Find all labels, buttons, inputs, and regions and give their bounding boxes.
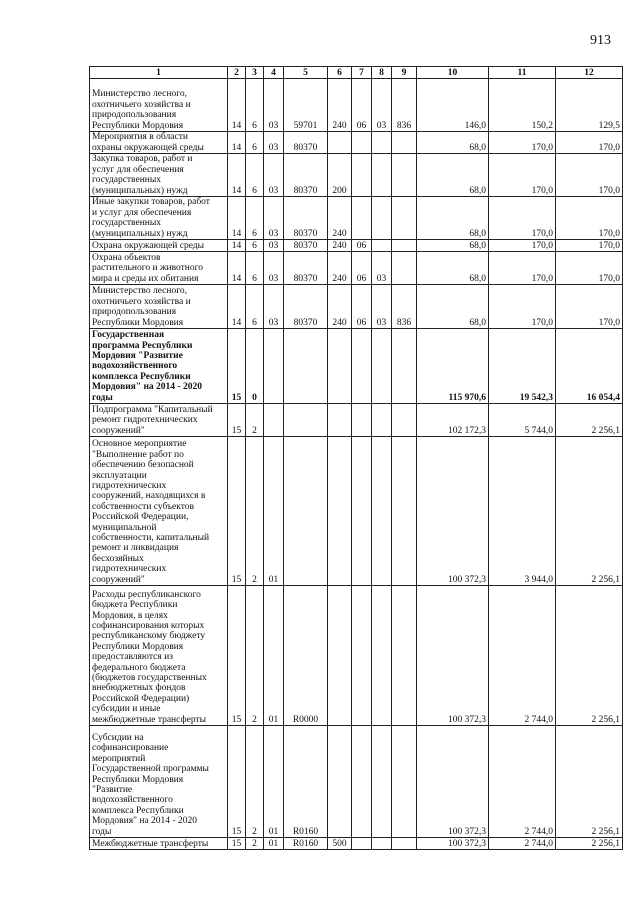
row-description: Расходы республиканского бюджета Республики Мордовия, в целях софинансирования которых республиканскому бюджету Республики Мордовия предоставляются из федерального бюджета (бюджетов государственных внебюджетных фондов Российской Федерации) субсидии и иные межбюджетные трансферты: [90, 586, 228, 726]
amount-col-12: 2 256,1: [556, 586, 623, 726]
row-description: Субсидии на софинансирование мероприятий Государственной программы Республики Мордовия "Развитие водохозяйственного комплекса Республики Мордовия" на 2014 - 2020 годы: [90, 726, 228, 838]
code-program: 03: [264, 79, 284, 132]
code-subsection: 2: [246, 586, 264, 726]
column-header: 8: [372, 67, 392, 79]
code-program: 03: [264, 252, 284, 285]
amount-col-10: 102 172,3: [417, 404, 489, 437]
code-target: R0160: [284, 726, 328, 838]
amount-col-11: 170,0: [489, 154, 556, 197]
code-7: [352, 404, 372, 437]
code-subsection: 6: [246, 252, 264, 285]
code-expense-type: 200: [328, 154, 352, 197]
code-expense-type: 240: [328, 252, 352, 285]
table-body: [90, 79, 623, 850]
code-section: 15: [228, 437, 246, 586]
code-expense-type: [328, 132, 352, 154]
amount-col-12: 2 256,1: [556, 437, 623, 586]
amount-col-11: 3 944,0: [489, 437, 556, 586]
code-subsection: 0: [246, 329, 264, 404]
code-subsection: 6: [246, 132, 264, 154]
code-expense-type: [328, 726, 352, 838]
code-subsection: 6: [246, 79, 264, 132]
amount-col-10: 100 372,3: [417, 726, 489, 838]
code-expense-type: [328, 329, 352, 404]
amount-col-11: 170,0: [489, 240, 556, 252]
code-8: 03: [372, 79, 392, 132]
page-number: 913: [590, 33, 611, 48]
code-target: [284, 404, 328, 437]
table-row: [90, 404, 623, 437]
amount-col-10: 100 372,3: [417, 838, 489, 850]
table-row: [90, 437, 623, 586]
amount-col-11: 2 744,0: [489, 838, 556, 850]
amount-col-11: 170,0: [489, 197, 556, 240]
code-expense-type: 240: [328, 197, 352, 240]
code-7: [352, 197, 372, 240]
code-8: [372, 154, 392, 197]
amount-col-12: 129,5: [556, 79, 623, 132]
table-row: [90, 838, 623, 850]
code-program: 03: [264, 132, 284, 154]
code-target: R0000: [284, 586, 328, 726]
code-program: 03: [264, 285, 284, 329]
table-row: [90, 285, 623, 329]
code-7: 06: [352, 240, 372, 252]
code-9: [392, 437, 417, 586]
amount-col-10: 100 372,3: [417, 586, 489, 726]
column-header: 2: [228, 67, 246, 79]
column-header: 9: [392, 67, 417, 79]
code-7: [352, 437, 372, 586]
code-target: 80370: [284, 132, 328, 154]
code-target: R0160: [284, 838, 328, 850]
amount-col-12: 2 256,1: [556, 404, 623, 437]
code-7: [352, 132, 372, 154]
amount-col-10: 115 970,6: [417, 329, 489, 404]
code-section: 14: [228, 252, 246, 285]
code-program: 01: [264, 437, 284, 586]
code-9: [392, 726, 417, 838]
row-description: Основное мероприятие "Выполнение работ по обеспечению безопасной эксплуатации гидротехнических сооружений, находящихся в собственности субъектов Российской Федерации, муниципальной собственности, капитальный ремонт и ликвидация бесхозяйных гидротехнических сооружений": [90, 437, 228, 586]
code-9: [392, 197, 417, 240]
table-row: [90, 79, 623, 132]
code-9: 836: [392, 285, 417, 329]
code-9: [392, 154, 417, 197]
code-8: 03: [372, 285, 392, 329]
row-description: Иные закупки товаров, работ и услуг для обеспечения государственных (муниципальных) нужд: [90, 197, 228, 240]
table-row: [90, 329, 623, 404]
code-9: [392, 132, 417, 154]
code-7: 06: [352, 252, 372, 285]
code-subsection: 2: [246, 726, 264, 838]
code-program: 01: [264, 838, 284, 850]
code-program: 03: [264, 240, 284, 252]
code-8: [372, 586, 392, 726]
code-program: 03: [264, 197, 284, 240]
table-row: [90, 252, 623, 285]
table-row: [90, 240, 623, 252]
code-section: 14: [228, 197, 246, 240]
amount-col-11: 170,0: [489, 132, 556, 154]
code-program: 03: [264, 154, 284, 197]
amount-col-12: 2 256,1: [556, 838, 623, 850]
code-8: [372, 240, 392, 252]
code-8: [372, 437, 392, 586]
amount-col-10: 68,0: [417, 154, 489, 197]
code-section: 15: [228, 838, 246, 850]
code-expense-type: 240: [328, 240, 352, 252]
row-description: Закупка товаров, работ и услуг для обеспечения государственных (муниципальных) нужд: [90, 154, 228, 197]
column-header: 1: [90, 67, 228, 79]
amount-col-12: 170,0: [556, 132, 623, 154]
amount-col-11: 2 744,0: [489, 726, 556, 838]
code-7: 06: [352, 79, 372, 132]
code-subsection: 6: [246, 154, 264, 197]
amount-col-12: 170,0: [556, 285, 623, 329]
row-description: Мероприятия в области охраны окружающей среды: [90, 132, 228, 154]
column-header: 3: [246, 67, 264, 79]
code-expense-type: [328, 586, 352, 726]
amount-col-11: 170,0: [489, 285, 556, 329]
amount-col-10: 68,0: [417, 252, 489, 285]
amount-col-11: 5 744,0: [489, 404, 556, 437]
code-section: 15: [228, 586, 246, 726]
amount-col-10: 68,0: [417, 240, 489, 252]
amount-col-12: 170,0: [556, 252, 623, 285]
code-target: 59701: [284, 79, 328, 132]
code-subsection: 2: [246, 838, 264, 850]
code-section: 14: [228, 132, 246, 154]
code-9: [392, 329, 417, 404]
code-target: 80370: [284, 285, 328, 329]
table-row: [90, 726, 623, 838]
code-7: 06: [352, 285, 372, 329]
row-description: Охрана объектов растительного и животного мира и среды их обитания: [90, 252, 228, 285]
code-8: [372, 726, 392, 838]
code-program: 01: [264, 726, 284, 838]
amount-col-11: 170,0: [489, 252, 556, 285]
amount-col-12: 170,0: [556, 154, 623, 197]
code-9: [392, 586, 417, 726]
row-description: Государственная программа Республики Мордовия "Развитие водохозяйственного комплекса Республики Мордовия" на 2014 - 2020 годы: [90, 329, 228, 404]
table-row: [90, 154, 623, 197]
code-9: 836: [392, 79, 417, 132]
amount-col-11: 19 542,3: [489, 329, 556, 404]
amount-col-10: 146,0: [417, 79, 489, 132]
table-row: [90, 132, 623, 154]
code-target: [284, 437, 328, 586]
row-description: Охрана окружающей среды: [90, 240, 228, 252]
code-8: [372, 329, 392, 404]
code-expense-type: [328, 437, 352, 586]
code-7: [352, 726, 372, 838]
code-subsection: 6: [246, 240, 264, 252]
code-target: 80370: [284, 154, 328, 197]
code-8: [372, 132, 392, 154]
code-expense-type: 500: [328, 838, 352, 850]
code-expense-type: 240: [328, 285, 352, 329]
code-target: 80370: [284, 252, 328, 285]
column-header: 5: [284, 67, 328, 79]
code-9: [392, 838, 417, 850]
amount-col-10: 68,0: [417, 197, 489, 240]
column-header: 10: [417, 67, 489, 79]
amount-col-12: 2 256,1: [556, 726, 623, 838]
code-section: 14: [228, 79, 246, 132]
code-program: [264, 404, 284, 437]
code-8: [372, 404, 392, 437]
code-section: 15: [228, 329, 246, 404]
amount-col-10: 68,0: [417, 285, 489, 329]
code-subsection: 2: [246, 437, 264, 586]
amount-col-12: 16 054,4: [556, 329, 623, 404]
row-description: Межбюджетные трансферты: [90, 838, 228, 850]
code-section: 14: [228, 154, 246, 197]
code-subsection: 6: [246, 197, 264, 240]
code-7: [352, 329, 372, 404]
code-7: [352, 586, 372, 726]
row-description: Министерство лесного, охотничьего хозяйства и природопользования Республики Мордовия: [90, 79, 228, 132]
code-expense-type: 240: [328, 79, 352, 132]
amount-col-10: 68,0: [417, 132, 489, 154]
budget-table: [89, 66, 623, 850]
amount-col-10: 100 372,3: [417, 437, 489, 586]
amount-col-12: 170,0: [556, 240, 623, 252]
row-description: Подпрограмма "Капитальный ремонт гидротехнических сооружений": [90, 404, 228, 437]
code-subsection: 6: [246, 285, 264, 329]
code-target: 80370: [284, 197, 328, 240]
code-8: 03: [372, 252, 392, 285]
code-8: [372, 838, 392, 850]
code-subsection: 2: [246, 404, 264, 437]
code-program: 01: [264, 586, 284, 726]
amount-col-12: 170,0: [556, 197, 623, 240]
table-header-row: [90, 67, 623, 79]
code-expense-type: [328, 404, 352, 437]
column-header: 7: [352, 67, 372, 79]
table-row: [90, 197, 623, 240]
code-8: [372, 197, 392, 240]
column-header: 11: [489, 67, 556, 79]
code-program: [264, 329, 284, 404]
code-9: [392, 252, 417, 285]
code-section: 15: [228, 726, 246, 838]
code-9: [392, 404, 417, 437]
column-header: 6: [328, 67, 352, 79]
code-section: 14: [228, 240, 246, 252]
code-9: [392, 240, 417, 252]
column-header: 12: [556, 67, 623, 79]
code-7: [352, 154, 372, 197]
code-section: 14: [228, 285, 246, 329]
column-header: 4: [264, 67, 284, 79]
code-7: [352, 838, 372, 850]
code-target: 80370: [284, 240, 328, 252]
amount-col-11: 150,2: [489, 79, 556, 132]
code-section: 15: [228, 404, 246, 437]
row-description: Министерство лесного, охотничьего хозяйства и природопользования Республики Мордовия: [90, 285, 228, 329]
code-target: [284, 329, 328, 404]
amount-col-11: 2 744,0: [489, 586, 556, 726]
table-row: [90, 586, 623, 726]
